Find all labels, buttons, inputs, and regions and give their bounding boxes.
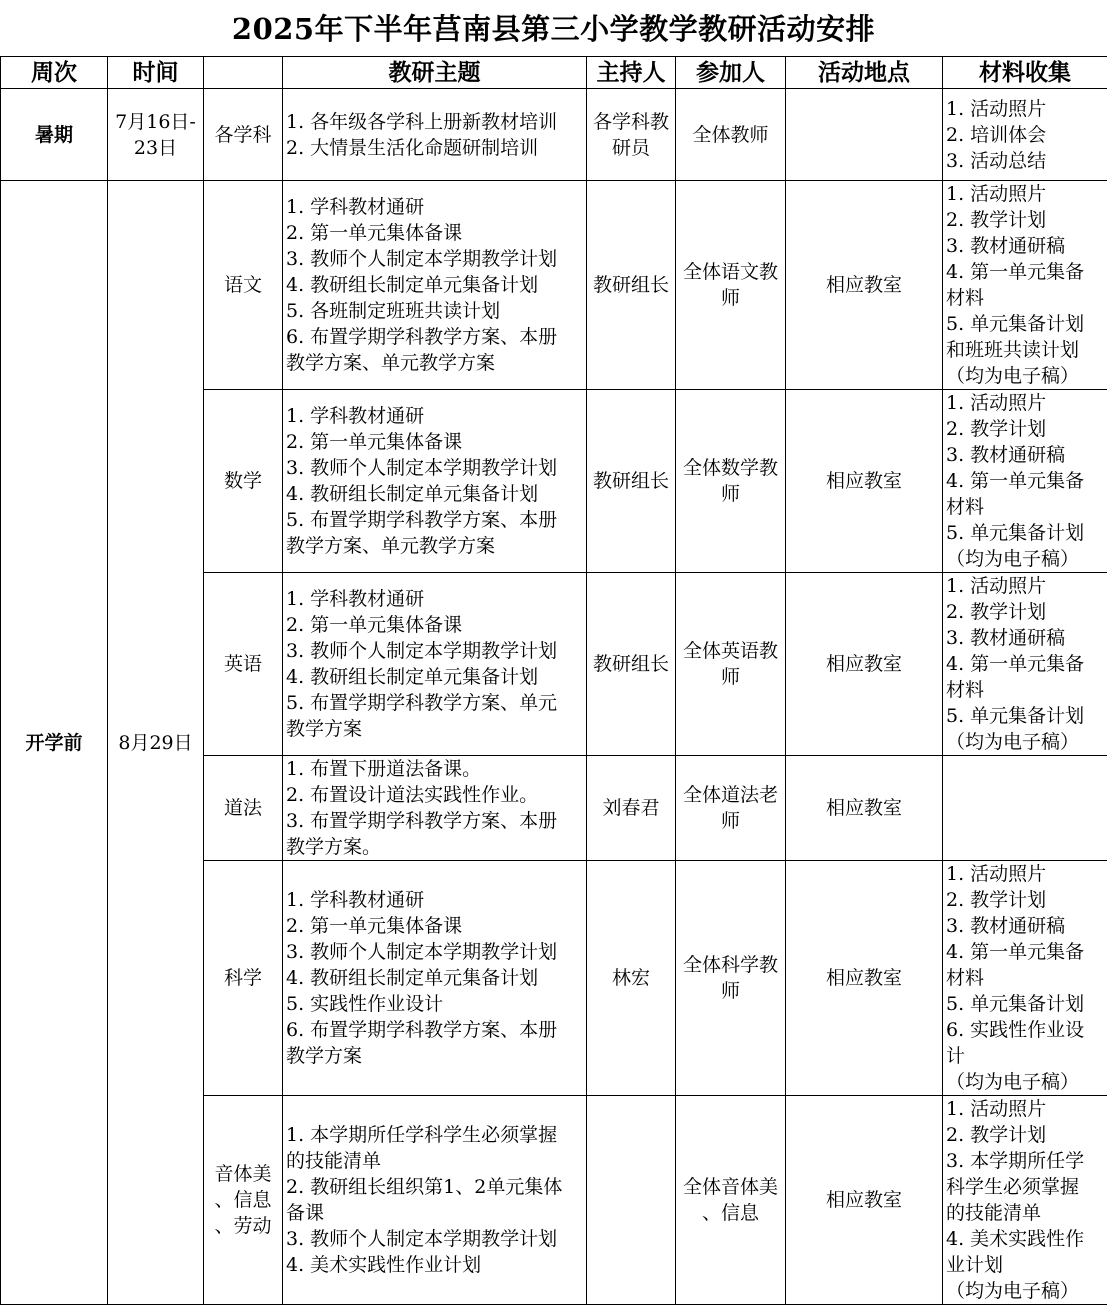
location-cell: 相应教室 <box>786 756 943 861</box>
materials-line: 4. 第一单元集备 <box>946 468 1104 494</box>
topic-line: 2. 教研组长组织第1、2单元集体 <box>286 1174 583 1200</box>
materials-line: 4. 第一单元集备 <box>946 259 1104 285</box>
topic-line: 3. 教师个人制定本学期教学计划 <box>286 939 583 965</box>
header-materials: 材料收集 <box>943 57 1107 89</box>
topic-line: 的技能清单 <box>286 1148 583 1174</box>
location-cell: 相应教室 <box>786 181 943 390</box>
subject-line: 道法 <box>207 795 279 821</box>
materials-line: 1. 活动照片 <box>946 96 1104 122</box>
topic-cell <box>283 390 587 573</box>
materials-cell <box>943 861 1107 1096</box>
week-cell-summer: 暑期 <box>1 89 108 181</box>
subject-cell-summer: 各学科 <box>204 89 283 181</box>
participants-cell <box>676 756 786 861</box>
participants-cell <box>676 390 786 573</box>
materials-cell <box>943 390 1107 573</box>
subject-cell <box>204 390 283 573</box>
topic-line: 1. 学科教材通研 <box>286 887 583 913</box>
participants-line: 全体数学教 <box>679 455 782 481</box>
materials-line: 4. 第一单元集备 <box>946 651 1104 677</box>
time-cell-before-school: 8月29日 <box>108 181 204 1305</box>
subject-line: 、劳动 <box>207 1213 279 1239</box>
topic-line: 2. 第一单元集体备课 <box>286 913 583 939</box>
materials-line: 5. 单元集备计划 <box>946 991 1104 1017</box>
materials-line: 科学生必须掌握 <box>946 1174 1104 1200</box>
topic-line: 6. 布置学期学科教学方案、本册 <box>286 324 583 350</box>
location-cell: 相应教室 <box>786 1096 943 1305</box>
topic-line: 教学方案。 <box>286 834 583 860</box>
location-cell: 相应教室 <box>786 573 943 756</box>
participants-cell-summer: 全体教师 <box>676 89 786 181</box>
topic-line: 2. 第一单元集体备课 <box>286 429 583 455</box>
materials-line: 业计划 <box>946 1252 1104 1278</box>
subject-cell <box>204 181 283 390</box>
materials-line: 5. 单元集备计划 <box>946 703 1104 729</box>
materials-cell <box>943 181 1107 390</box>
host-cell: 教研组长 <box>587 390 676 573</box>
topic-line: 3. 布置学期学科教学方案、本册 <box>286 808 583 834</box>
materials-cell-summer <box>943 89 1107 181</box>
topic-line: 6. 布置学期学科教学方案、本册 <box>286 1017 583 1043</box>
header-subject <box>204 57 283 89</box>
participants-cell <box>676 573 786 756</box>
materials-line: 5. 单元集备计划 <box>946 520 1104 546</box>
topic-line: 教学方案、单元教学方案 <box>286 533 583 559</box>
participants-cell <box>676 181 786 390</box>
participants-cell <box>676 1096 786 1305</box>
header-time: 时间 <box>108 57 204 89</box>
location-cell: 相应教室 <box>786 390 943 573</box>
materials-line: 1. 活动照片 <box>946 181 1104 207</box>
topic-line: 3. 教师个人制定本学期教学计划 <box>286 1226 583 1252</box>
materials-line: 1. 活动照片 <box>946 861 1104 887</box>
materials-line: 2. 培训体会 <box>946 122 1104 148</box>
topic-line: 教学方案 <box>286 716 583 742</box>
materials-line: 1. 活动照片 <box>946 573 1104 599</box>
topic-line: 1. 学科教材通研 <box>286 403 583 429</box>
materials-line: 1. 活动照片 <box>946 1096 1104 1122</box>
materials-line: 6. 实践性作业设 <box>946 1017 1104 1043</box>
topic-cell <box>283 861 587 1096</box>
host-cell: 教研组长 <box>587 181 676 390</box>
materials-line: 1. 活动照片 <box>946 390 1104 416</box>
subject-line: 音体美 <box>207 1161 279 1187</box>
materials-line: 3. 本学期所任学 <box>946 1148 1104 1174</box>
materials-line: 2. 教学计划 <box>946 207 1104 233</box>
topic-line: 1. 各年级各学科上册新教材培训 <box>286 109 583 135</box>
topic-line: 4. 教研组长制定单元集备计划 <box>286 965 583 991</box>
materials-line: 计 <box>946 1043 1104 1069</box>
topic-line: 备课 <box>286 1200 583 1226</box>
subject-line: 科学 <box>207 965 279 991</box>
materials-line: 3. 教材通研稿 <box>946 442 1104 468</box>
topic-line: 1. 布置下册道法备课。 <box>286 756 583 782</box>
materials-line: 3. 活动总结 <box>946 148 1104 174</box>
topic-cell <box>283 756 587 861</box>
materials-line: 2. 教学计划 <box>946 1122 1104 1148</box>
subject-line: 语文 <box>207 272 279 298</box>
document-title: 2025年下半年莒南县第三小学教学教研活动安排 <box>0 0 1107 56</box>
topic-cell-summer <box>283 89 587 181</box>
topic-line: 5. 实践性作业设计 <box>286 991 583 1017</box>
topic-line: 2. 布置设计道法实践性作业。 <box>286 782 583 808</box>
topic-line: 4. 美术实践性作业计划 <box>286 1252 583 1278</box>
participants-line: 全体英语教 <box>679 638 782 664</box>
topic-line: 2. 大情景生活化命题研制培训 <box>286 135 583 161</box>
materials-line: 材料 <box>946 285 1104 311</box>
topic-line: 5. 布置学期学科教学方案、单元 <box>286 690 583 716</box>
header-location: 活动地点 <box>786 57 943 89</box>
header-participants: 参加人 <box>676 57 786 89</box>
topic-line: 5. 布置学期学科教学方案、本册 <box>286 507 583 533</box>
materials-line: 3. 教材通研稿 <box>946 625 1104 651</box>
materials-line: 材料 <box>946 965 1104 991</box>
materials-cell <box>943 1096 1107 1305</box>
subject-cell <box>204 861 283 1096</box>
header-host: 主持人 <box>587 57 676 89</box>
table-row <box>1 181 1107 390</box>
host-line: 各学科教 <box>590 109 672 135</box>
topic-line: 2. 第一单元集体备课 <box>286 220 583 246</box>
subject-line: 数学 <box>207 468 279 494</box>
materials-line: （均为电子稿） <box>946 1278 1104 1304</box>
header-week: 周次 <box>1 57 108 89</box>
host-cell <box>587 1096 676 1305</box>
subject-cell <box>204 756 283 861</box>
materials-line: （均为电子稿） <box>946 729 1104 755</box>
participants-line: 全体语文教 <box>679 259 782 285</box>
topic-line: 教学方案 <box>286 1043 583 1069</box>
before-school-section <box>1 181 1107 1305</box>
materials-line: 4. 美术实践性作 <box>946 1226 1104 1252</box>
materials-line: 和班班共读计划 <box>946 337 1104 363</box>
subject-line: 英语 <box>207 651 279 677</box>
materials-line: （均为电子稿） <box>946 1069 1104 1095</box>
participants-line: 师 <box>679 978 782 1004</box>
time-cell-summer <box>108 89 204 181</box>
topic-line: 1. 本学期所任学科学生必须掌握 <box>286 1122 583 1148</box>
topic-line: 2. 第一单元集体备课 <box>286 612 583 638</box>
materials-cell <box>943 756 1107 861</box>
topic-line: 教学方案、单元教学方案 <box>286 350 583 376</box>
materials-line: 4. 第一单元集备 <box>946 939 1104 965</box>
topic-line: 4. 教研组长制定单元集备计划 <box>286 664 583 690</box>
participants-line: 师 <box>679 285 782 311</box>
subject-cell <box>204 1096 283 1305</box>
materials-line: （均为电子稿） <box>946 363 1104 389</box>
host-cell: 刘春君 <box>587 756 676 861</box>
time-line: 7月16日- <box>111 109 200 135</box>
participants-line: 、信息 <box>679 1200 782 1226</box>
host-cell: 教研组长 <box>587 573 676 756</box>
topic-line: 5. 各班制定班班共读计划 <box>286 298 583 324</box>
topic-cell <box>283 181 587 390</box>
topic-line: 4. 教研组长制定单元集备计划 <box>286 272 583 298</box>
materials-line: （均为电子稿） <box>946 546 1104 572</box>
participants-line: 师 <box>679 664 782 690</box>
schedule-table <box>0 56 1107 1305</box>
topic-line: 4. 教研组长制定单元集备计划 <box>286 481 583 507</box>
topic-cell <box>283 1096 587 1305</box>
participants-cell <box>676 861 786 1096</box>
time-line: 23日 <box>111 135 200 161</box>
materials-line: 5. 单元集备计划 <box>946 311 1104 337</box>
materials-line: 2. 教学计划 <box>946 599 1104 625</box>
participants-line: 全体道法老 <box>679 782 782 808</box>
location-cell: 相应教室 <box>786 861 943 1096</box>
materials-line: 2. 教学计划 <box>946 416 1104 442</box>
participants-line: 全体音体美 <box>679 1174 782 1200</box>
topic-cell <box>283 573 587 756</box>
materials-line: 2. 教学计划 <box>946 887 1104 913</box>
materials-line: 的技能清单 <box>946 1200 1104 1226</box>
participants-line: 师 <box>679 808 782 834</box>
topic-line: 3. 教师个人制定本学期教学计划 <box>286 246 583 272</box>
subject-line: 、信息 <box>207 1187 279 1213</box>
participants-line: 师 <box>679 481 782 507</box>
table-row-summer <box>1 89 1107 181</box>
host-cell-summer <box>587 89 676 181</box>
subject-cell <box>204 573 283 756</box>
topic-line: 1. 学科教材通研 <box>286 194 583 220</box>
materials-line: 3. 教材通研稿 <box>946 233 1104 259</box>
header-row <box>1 57 1107 89</box>
host-line: 研员 <box>590 135 672 161</box>
header-topic: 教研主题 <box>283 57 587 89</box>
location-cell-summer <box>786 89 943 181</box>
materials-line: 材料 <box>946 677 1104 703</box>
topic-line: 3. 教师个人制定本学期教学计划 <box>286 638 583 664</box>
host-cell: 林宏 <box>587 861 676 1096</box>
week-cell-before-school: 开学前 <box>1 181 108 1305</box>
topic-line: 1. 学科教材通研 <box>286 586 583 612</box>
materials-cell <box>943 573 1107 756</box>
participants-line: 全体科学教 <box>679 952 782 978</box>
materials-line: 材料 <box>946 494 1104 520</box>
topic-line: 3. 教师个人制定本学期教学计划 <box>286 455 583 481</box>
materials-line: 3. 教材通研稿 <box>946 913 1104 939</box>
